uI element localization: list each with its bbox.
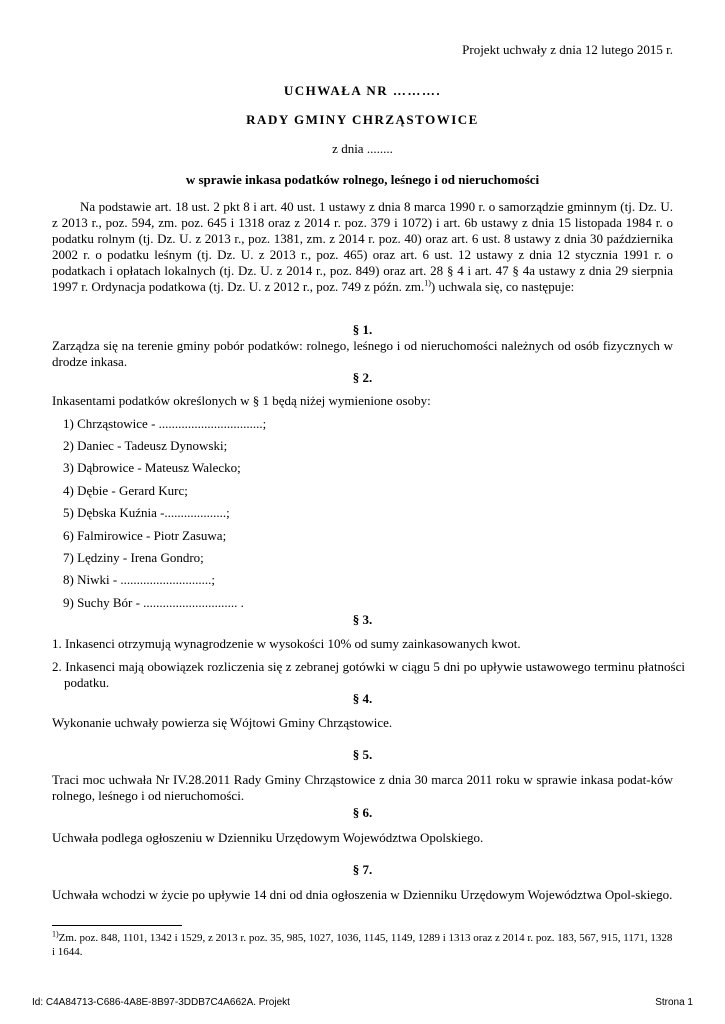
section-2-heading: § 2.	[352, 370, 373, 385]
section-5-heading: § 5.	[352, 747, 373, 762]
project-note: Projekt uchwały z dnia 12 lutego 2015 r.	[462, 42, 673, 57]
footnote-divider	[52, 925, 182, 926]
resolution-subject: w sprawie inkasa podatków rolnego, leśnego i od nieruchomości	[185, 172, 540, 187]
collector-item: 3) Dąbrowice - Mateusz Walecko;	[63, 460, 241, 475]
section-4-heading: § 4.	[352, 691, 373, 706]
preamble	[52, 199, 673, 295]
section-6-text: Uchwała podlega ogłoszeniu w Dzienniku Urzędowym Województwa Opolskiego.	[52, 830, 484, 845]
footnote	[52, 931, 673, 959]
preamble-tail: ) uchwala się, co następuje:	[430, 279, 575, 294]
section-7-heading: § 7.	[352, 862, 373, 877]
preamble-text: Na podstawie art. 18 ust. 2 pkt 8 i art. 40 ust. 1 ustawy z dnia 8 marca 1990 r. o samorządzie gminnym (tj. Dz. U. z 2013 r., poz. 594, zm. poz. 645 i 1318 oraz z 2014 r. poz. 379 i 1072) i art. 6b ustawy z dnia 15 listopada 1984 r. o podatku rolnym (tj. Dz. U. z 2013 r., poz. 1381, zm. z 2014 r. poz. 40) oraz art. 6 ust. 8 ustawy z dnia 30 października 2002 r. o podatku leśnym (tj. Dz. U. z 2013 r., poz. 465) oraz art. 6 ust. 12 ustawy z dnia 12 stycznia 1991 r. o podatkach i opłatach lokalnych (tj. Dz. U. z 2014 r., poz. 849) oraz art. 28 § 4 i art. 47 § 4a ustawy z dnia 29 sierpnia 1997 r. Ordynacja podatkowa (tj. Dz. U. z 2012 r., poz. 749 z późn. zm.	[52, 199, 673, 294]
collector-item: 8) Niwki - ............................;	[63, 572, 216, 587]
section-6-heading: § 6.	[352, 805, 373, 820]
collector-item: 5) Dębska Kuźnia -...................;	[63, 505, 230, 520]
collector-item: 1) Chrząstowice - ................................;	[63, 416, 267, 431]
collector-item: 2) Daniec - Tadeusz Dynowski;	[63, 438, 228, 453]
collector-item: 7) Lędziny - Irena Gondro;	[63, 550, 204, 565]
section-2-intro: Inkasentami podatków określonych w § 1 będą niżej wymienione osoby:	[52, 393, 431, 408]
collector-item: 6) Falmirowice - Piotr Zasuwa;	[63, 528, 227, 543]
footnote-reference: 1)	[424, 278, 431, 288]
council-name: RADY GMINY CHRZĄSTOWICE	[246, 112, 479, 127]
resolution-date: z dnia ........	[332, 141, 393, 156]
page-number: Strona 1	[655, 997, 693, 1008]
section-3-item: 2. Inkasenci mają obowiązek rozliczenia się z zebranej gotówki w ciągu 5 dni po upływie ustawowego terminu płatności podatku.	[52, 659, 685, 690]
section-5-text: Traci moc uchwała Nr IV.28.2011 Rady Gminy Chrząstowice z dnia 30 marca 2011 roku w sprawie inkasa podat-ków rolnego, leśnego i od nieruchomości.	[52, 772, 673, 803]
footnote-text: Zm. poz. 848, 1101, 1342 i 1529, z 2013 r. poz. 35, 985, 1027, 1036, 1145, 1149, 1289 i 1313 oraz z 2014 r. poz. 183, 567, 915, 1171, 1328 i 1644.	[52, 932, 673, 958]
section-1-text: Zarządza się na terenie gminy pobór podatków: rolnego, leśnego i od nieruchomości należnych od osób fizycznych w drodze inkasa.	[52, 338, 673, 369]
footnote-mark: 1)	[52, 929, 59, 939]
section-3-heading: § 3.	[352, 612, 373, 627]
section-3-item: 1. Inkasenci otrzymują wynagrodzenie w wysokości 10% od sumy zainkasowanych kwot.	[52, 636, 521, 651]
section-7-text: Uchwała wchodzi w życie po upływie 14 dni od dnia ogłoszenia w Dzienniku Urzędowym Województwa Opol-skiego.	[52, 887, 673, 902]
section-4-text: Wykonanie uchwały powierza się Wójtowi Gminy Chrząstowice.	[52, 715, 393, 730]
resolution-number: UCHWAŁA NR ……….	[283, 83, 442, 98]
document-id: Id: C4A84713-C686-4A8E-8B97-3DDB7C4A662A. Projekt	[32, 997, 290, 1008]
collector-item: 9) Suchy Bór - ............................. .	[63, 595, 244, 610]
section-1-heading: § 1.	[352, 322, 373, 337]
collector-item: 4) Dębie - Gerard Kurc;	[63, 483, 188, 498]
